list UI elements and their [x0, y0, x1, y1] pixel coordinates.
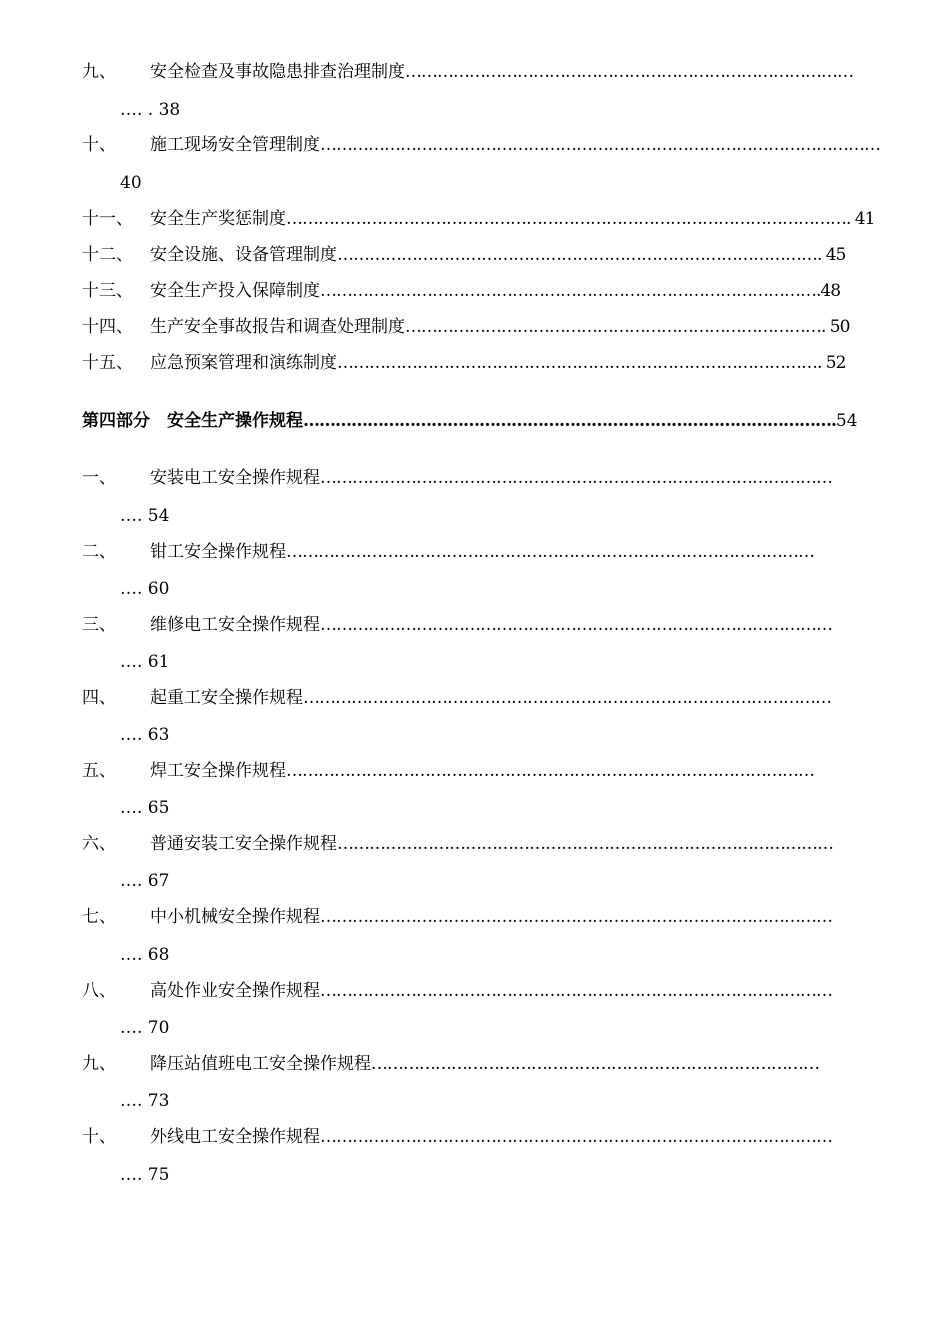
entry-page: …. 60	[120, 579, 170, 599]
leader-dots: ……………………………………………………………………………………	[320, 615, 832, 635]
entry-title: 钳工安全操作规程………………………………………………………………………………………	[150, 542, 814, 562]
leader-dots: ……………………………………………………………………………………	[320, 1127, 832, 1147]
entry-page: …. 70	[120, 1018, 170, 1038]
leader-dots: ……………………………………………………………………………………	[320, 981, 832, 1001]
entry-number: 一、	[82, 468, 116, 488]
leader-dots: ………………………………………………………………………………………	[286, 542, 814, 562]
leader-dots: ……………………………………………………………………………………….	[303, 411, 836, 431]
entry-page: …. 63	[120, 725, 170, 745]
entry-number: 十五、	[82, 353, 133, 373]
entry-number: 十二、	[82, 245, 133, 265]
part-heading[interactable]	[82, 410, 858, 432]
entry-title: 维修电工安全操作规程……………………………………………………………………………………	[150, 615, 832, 635]
entry-page: …. 67	[120, 871, 170, 891]
part-heading-page: 54	[835, 411, 858, 431]
entry-title: 中小机械安全操作规程……………………………………………………………………………………	[150, 907, 832, 927]
leader-dots: ……………………………………………………………………………………	[320, 468, 832, 488]
entry-title: 安装电工安全操作规程……………………………………………………………………………………	[150, 468, 832, 488]
leader-dots-page: ………………………………………………………………………………. 52	[337, 353, 846, 373]
leader-dots-page: ……………………………………………………………………. 50	[405, 317, 850, 337]
entry-number: 二、	[82, 542, 116, 562]
leader-dots: ……………………………………………………………………………………	[320, 907, 832, 927]
entry-title: 施工现场安全管理制度……………………………………………………………………………………………	[150, 135, 880, 155]
entry-title: 起重工安全操作规程………………………………………………………………………………………	[150, 688, 831, 708]
entry-page: …. 61	[120, 652, 170, 672]
entry-number: 十三、	[82, 281, 133, 301]
entry-number: 四、	[82, 688, 116, 708]
entry-page: …. 68	[120, 945, 170, 965]
entry-title: 安全设施、设备管理制度………………………………………………………………………………. 45	[150, 245, 846, 265]
leader-dots: …………………………………………………………………………………	[337, 834, 833, 854]
entry-title: 外线电工安全操作规程……………………………………………………………………………………	[150, 1127, 832, 1147]
entry-title: 生产安全事故报告和调查处理制度……………………………………………………………………. 50	[150, 317, 850, 337]
entry-number: 七、	[82, 907, 116, 927]
entry-number: 九、	[82, 62, 116, 82]
leader-dots-page: ………………………………………………………………………………. 45	[337, 245, 846, 265]
entry-title: 普通安装工安全操作规程…………………………………………………………………………………	[150, 834, 833, 854]
entry-page: …. 73	[120, 1091, 170, 1111]
entry-number: 十、	[82, 1127, 116, 1147]
entry-number: 八、	[82, 981, 116, 1001]
entry-page: …. 65	[120, 798, 170, 818]
entry-number: 九、	[82, 1054, 116, 1074]
leader-dots: …………………………………………………………………………	[405, 62, 853, 82]
leader-dots-page: ………………………………………………………………………………….48	[320, 281, 841, 301]
entry-number: 三、	[82, 615, 116, 635]
leader-dots: ………………………………………………………………………………………	[286, 761, 814, 781]
entry-title: 高处作业安全操作规程……………………………………………………………………………………	[150, 981, 832, 1001]
entry-page: …. 54	[120, 506, 170, 526]
entry-title: 安全生产奖惩制度……………………………………………………………………………………………. 41	[150, 209, 875, 229]
entry-number: 十、	[82, 135, 116, 155]
entry-page: 40	[120, 173, 142, 193]
leader-dots: ………………………………………………………………………………………	[303, 688, 831, 708]
leader-dots: …………………………………………………………………………	[371, 1054, 819, 1074]
leader-dots-page: ……………………………………………………………………………………………. 41	[286, 209, 875, 229]
part-heading-title: 第四部分 安全生产操作规程	[82, 411, 303, 431]
entry-number: 十四、	[82, 317, 133, 337]
entry-page: …. . 38	[120, 100, 181, 120]
entry-number: 六、	[82, 834, 116, 854]
entry-title: 焊工安全操作规程………………………………………………………………………………………	[150, 761, 814, 781]
entry-number: 五、	[82, 761, 116, 781]
entry-title: 安全检查及事故隐患排查治理制度…………………………………………………………………………	[150, 62, 853, 82]
entry-title: 降压站值班电工安全操作规程…………………………………………………………………………	[150, 1054, 819, 1074]
entry-page: …. 75	[120, 1165, 170, 1185]
entry-title: 应急预案管理和演练制度………………………………………………………………………………. 52	[150, 353, 846, 373]
leader-dots: ……………………………………………………………………………………………	[320, 135, 880, 155]
entry-title: 安全生产投入保障制度………………………………………………………………………………….48	[150, 281, 841, 301]
entry-number: 十一、	[82, 209, 133, 229]
